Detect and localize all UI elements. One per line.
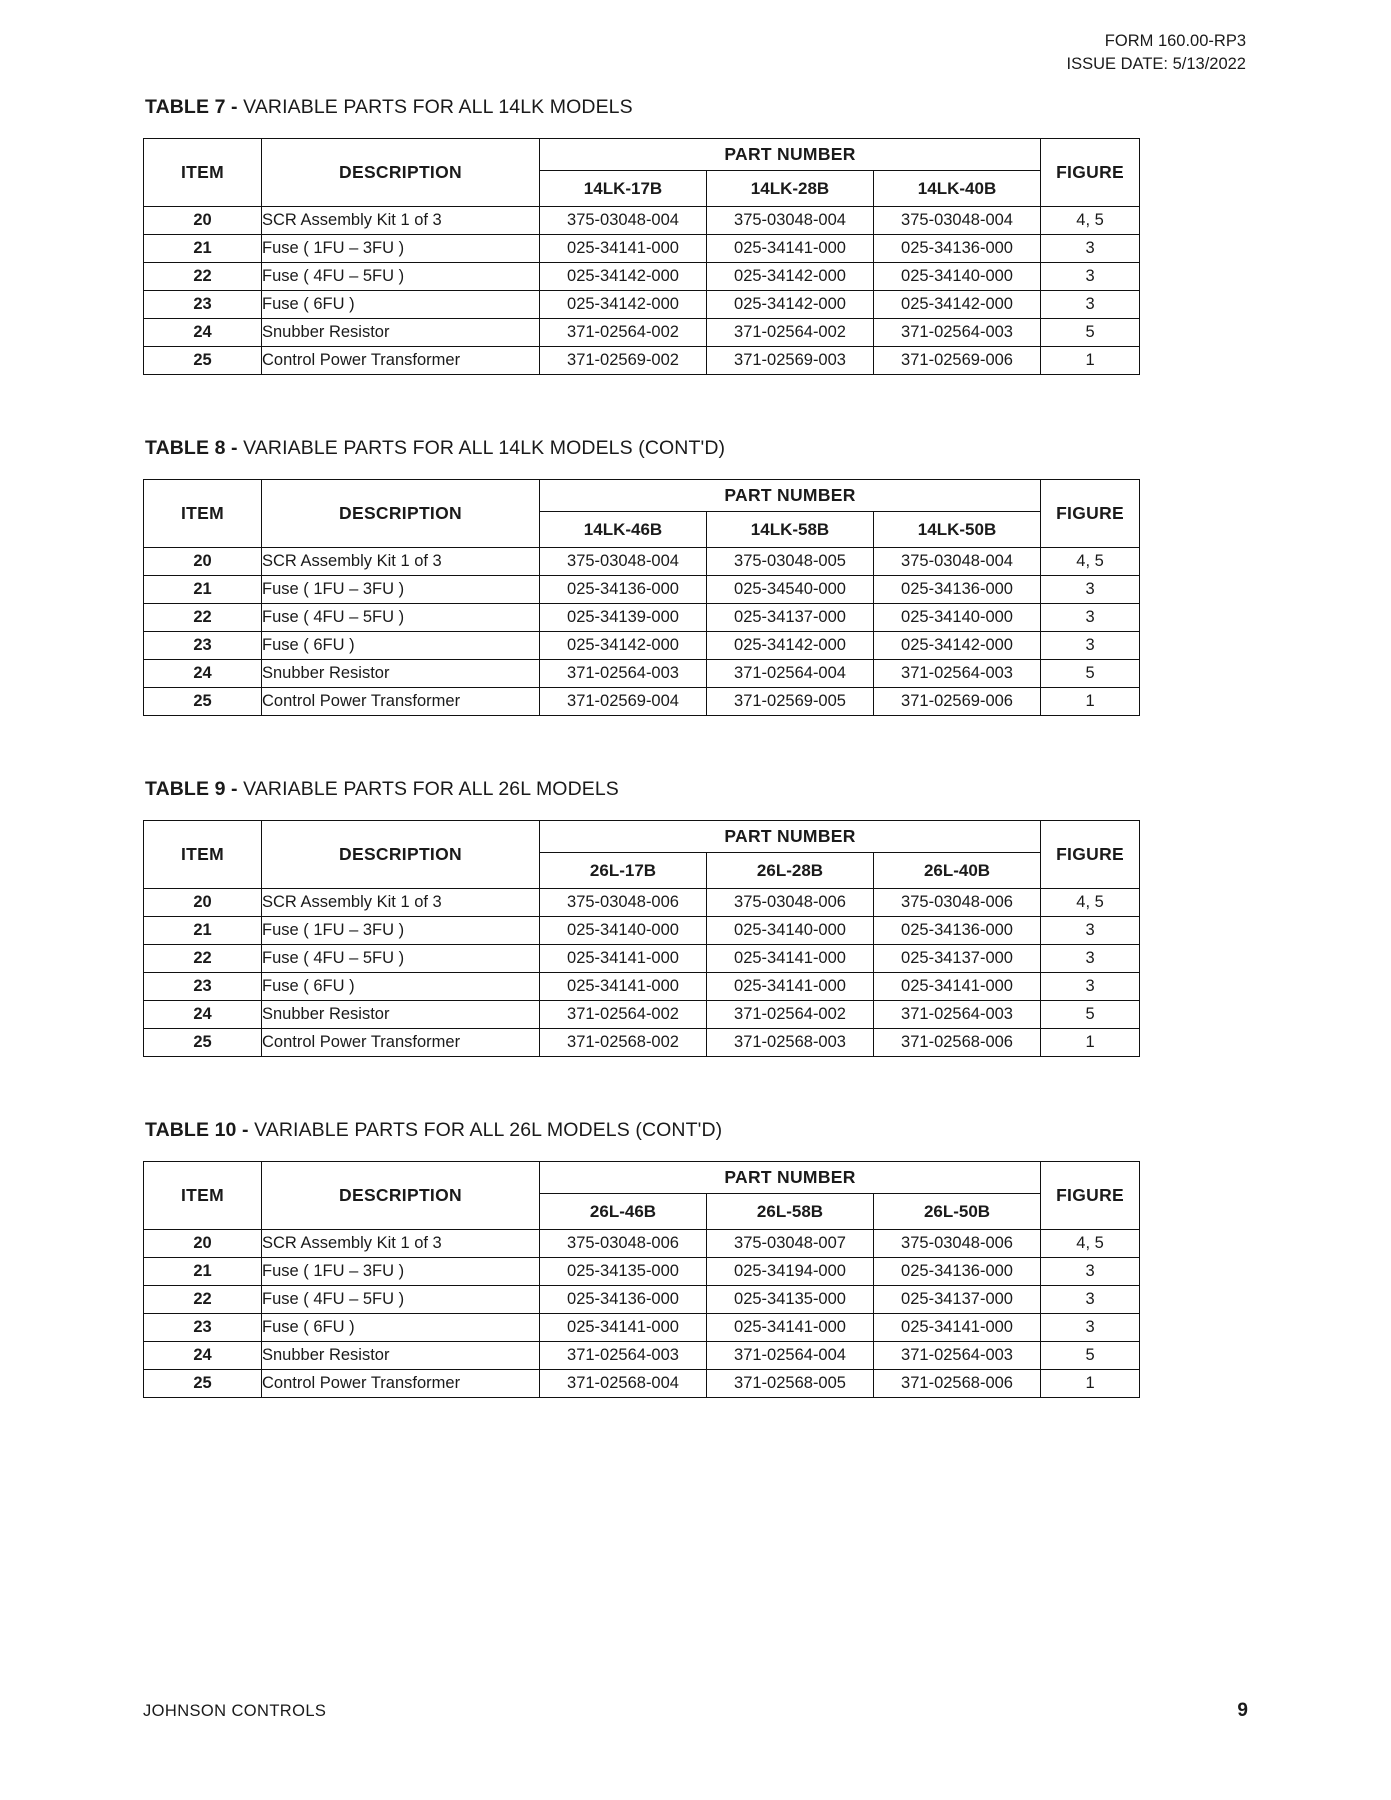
cell-figure: 5 [1041, 1342, 1140, 1370]
cell-part-number: 025-34136-000 [874, 235, 1041, 263]
cell-description: Control Power Transformer [262, 347, 540, 375]
cell-part-number: 025-34141-000 [707, 1314, 874, 1342]
cell-part-number: 371-02568-003 [707, 1029, 874, 1057]
column-header-model: 26L-40B [874, 853, 1041, 889]
table-row [144, 576, 1140, 604]
table-row [144, 917, 1140, 945]
cell-part-number: 025-34140-000 [540, 917, 707, 945]
cell-part-number: 025-34540-000 [707, 576, 874, 604]
column-header-model: 26L-17B [540, 853, 707, 889]
column-header-model: 26L-50B [874, 1194, 1041, 1230]
cell-figure: 4, 5 [1041, 207, 1140, 235]
cell-part-number: 025-34135-000 [707, 1286, 874, 1314]
cell-part-number: 371-02564-002 [540, 319, 707, 347]
cell-figure: 4, 5 [1041, 1230, 1140, 1258]
cell-part-number: 371-02569-002 [540, 347, 707, 375]
table-row [144, 291, 1140, 319]
cell-part-number: 025-34142-000 [707, 263, 874, 291]
table-row [144, 1258, 1140, 1286]
table-block [143, 778, 1143, 1057]
document-footer [143, 1700, 1248, 1722]
cell-item-number: 20 [144, 889, 262, 917]
cell-part-number: 371-02568-006 [874, 1370, 1041, 1398]
cell-figure: 3 [1041, 1258, 1140, 1286]
cell-item-number: 22 [144, 263, 262, 291]
cell-part-number: 375-03048-004 [707, 207, 874, 235]
cell-item-number: 25 [144, 347, 262, 375]
cell-figure: 1 [1041, 347, 1140, 375]
column-header-figure: FIGURE [1041, 821, 1140, 889]
table-row [144, 1230, 1140, 1258]
cell-item-number: 23 [144, 973, 262, 1001]
cell-part-number: 375-03048-004 [874, 207, 1041, 235]
cell-part-number: 025-34141-000 [540, 235, 707, 263]
cell-item-number: 25 [144, 1370, 262, 1398]
cell-part-number: 371-02569-003 [707, 347, 874, 375]
cell-description: Snubber Resistor [262, 1342, 540, 1370]
cell-part-number: 371-02568-006 [874, 1029, 1041, 1057]
table-row [144, 548, 1140, 576]
column-header-part-number: PART NUMBER [540, 821, 1041, 853]
column-header-model: 14LK-50B [874, 512, 1041, 548]
cell-part-number: 025-34141-000 [540, 945, 707, 973]
cell-figure: 3 [1041, 945, 1140, 973]
cell-figure: 1 [1041, 1370, 1140, 1398]
table-row [144, 1342, 1140, 1370]
cell-part-number: 371-02564-003 [874, 1001, 1041, 1029]
cell-item-number: 23 [144, 291, 262, 319]
column-header-description: DESCRIPTION [262, 821, 540, 889]
column-header-model: 14LK-46B [540, 512, 707, 548]
table-row [144, 347, 1140, 375]
cell-part-number: 371-02564-002 [707, 1001, 874, 1029]
cell-figure: 3 [1041, 1286, 1140, 1314]
cell-figure: 4, 5 [1041, 889, 1140, 917]
cell-part-number: 371-02569-005 [707, 688, 874, 716]
table-row [144, 1029, 1140, 1057]
cell-figure: 3 [1041, 235, 1140, 263]
cell-part-number: 375-03048-004 [874, 548, 1041, 576]
cell-part-number: 025-34141-000 [707, 973, 874, 1001]
cell-figure: 3 [1041, 917, 1140, 945]
column-header-model: 14LK-58B [707, 512, 874, 548]
cell-part-number: 375-03048-006 [874, 1230, 1041, 1258]
cell-description: SCR Assembly Kit 1 of 3 [262, 207, 540, 235]
cell-description: Fuse ( 6FU ) [262, 973, 540, 1001]
cell-part-number: 025-34142-000 [874, 632, 1041, 660]
column-header-description: DESCRIPTION [262, 1162, 540, 1230]
cell-item-number: 22 [144, 604, 262, 632]
column-header-description: DESCRIPTION [262, 480, 540, 548]
cell-part-number: 371-02564-002 [540, 1001, 707, 1029]
cell-part-number: 025-34141-000 [874, 1314, 1041, 1342]
cell-description: Snubber Resistor [262, 319, 540, 347]
cell-part-number: 371-02564-003 [874, 1342, 1041, 1370]
cell-part-number: 371-02564-003 [540, 660, 707, 688]
cell-part-number: 025-34137-000 [707, 604, 874, 632]
cell-part-number: 371-02564-002 [707, 319, 874, 347]
cell-part-number: 025-34136-000 [540, 576, 707, 604]
column-header-model: 14LK-28B [707, 171, 874, 207]
cell-figure: 3 [1041, 604, 1140, 632]
column-header-model: 26L-58B [707, 1194, 874, 1230]
cell-description: Fuse ( 6FU ) [262, 632, 540, 660]
table-row [144, 1001, 1140, 1029]
header-row-primary [144, 1162, 1140, 1194]
cell-item-number: 21 [144, 576, 262, 604]
footer-page-number: 9 [1237, 1700, 1248, 1721]
table-row [144, 1370, 1140, 1398]
table-caption: VARIABLE PARTS FOR ALL 14LK MODELS [243, 96, 633, 118]
header-row-primary [144, 480, 1140, 512]
cell-item-number: 23 [144, 1314, 262, 1342]
cell-part-number: 375-03048-006 [874, 889, 1041, 917]
cell-part-number: 025-34142-000 [540, 632, 707, 660]
cell-part-number: 371-02564-004 [707, 1342, 874, 1370]
parts-table [143, 1161, 1140, 1398]
cell-item-number: 22 [144, 945, 262, 973]
cell-description: Fuse ( 6FU ) [262, 291, 540, 319]
cell-part-number: 025-34140-000 [874, 604, 1041, 632]
table-row [144, 319, 1140, 347]
cell-part-number: 025-34141-000 [540, 973, 707, 1001]
cell-part-number: 371-02564-003 [874, 660, 1041, 688]
header-row-primary [144, 139, 1140, 171]
cell-description: SCR Assembly Kit 1 of 3 [262, 548, 540, 576]
cell-part-number: 025-34142-000 [707, 632, 874, 660]
table-block [143, 96, 1143, 375]
cell-description: Control Power Transformer [262, 688, 540, 716]
cell-part-number: 371-02564-004 [707, 660, 874, 688]
column-header-model: 14LK-40B [874, 171, 1041, 207]
header-row-primary [144, 821, 1140, 853]
issue-date: ISSUE DATE: 5/13/2022 [1066, 55, 1246, 74]
footer-brand: JOHNSON CONTROLS [143, 1702, 327, 1720]
cell-item-number: 24 [144, 1342, 262, 1370]
table-label: TABLE 8 - [145, 437, 238, 459]
cell-figure: 3 [1041, 1314, 1140, 1342]
cell-part-number: 371-02568-004 [540, 1370, 707, 1398]
table-title [145, 1119, 1143, 1142]
form-number: FORM 160.00-RP3 [1104, 32, 1246, 50]
cell-item-number: 24 [144, 319, 262, 347]
column-header-figure: FIGURE [1041, 1162, 1140, 1230]
cell-part-number: 375-03048-006 [540, 889, 707, 917]
cell-part-number: 375-03048-006 [707, 889, 874, 917]
cell-figure: 5 [1041, 660, 1140, 688]
parts-table [143, 138, 1140, 375]
cell-description: Snubber Resistor [262, 1001, 540, 1029]
column-header-model: 26L-46B [540, 1194, 707, 1230]
cell-description: Fuse ( 4FU – 5FU ) [262, 604, 540, 632]
table-caption: VARIABLE PARTS FOR ALL 26L MODELS [243, 778, 619, 800]
cell-item-number: 25 [144, 1029, 262, 1057]
cell-description: Fuse ( 6FU ) [262, 1314, 540, 1342]
table-block [143, 1119, 1143, 1398]
column-header-item: ITEM [144, 139, 262, 207]
cell-description: Fuse ( 4FU – 5FU ) [262, 945, 540, 973]
tables-container [143, 96, 1143, 1398]
cell-part-number: 371-02568-005 [707, 1370, 874, 1398]
table-row [144, 973, 1140, 1001]
cell-figure: 1 [1041, 688, 1140, 716]
cell-description: SCR Assembly Kit 1 of 3 [262, 1230, 540, 1258]
cell-figure: 3 [1041, 263, 1140, 291]
cell-item-number: 21 [144, 235, 262, 263]
cell-description: Fuse ( 1FU – 3FU ) [262, 235, 540, 263]
cell-part-number: 025-34194-000 [707, 1258, 874, 1286]
cell-part-number: 025-34137-000 [874, 1286, 1041, 1314]
cell-part-number: 371-02564-003 [540, 1342, 707, 1370]
cell-part-number: 025-34136-000 [540, 1286, 707, 1314]
cell-part-number: 371-02569-006 [874, 688, 1041, 716]
cell-part-number: 025-34141-000 [874, 973, 1041, 1001]
column-header-model: 26L-28B [707, 853, 874, 889]
cell-part-number: 025-34139-000 [540, 604, 707, 632]
cell-description: Control Power Transformer [262, 1029, 540, 1057]
column-header-part-number: PART NUMBER [540, 1162, 1041, 1194]
table-row [144, 1286, 1140, 1314]
table-row [144, 660, 1140, 688]
cell-item-number: 21 [144, 1258, 262, 1286]
cell-part-number: 025-34141-000 [707, 945, 874, 973]
table-title [145, 778, 1143, 801]
cell-item-number: 21 [144, 917, 262, 945]
column-header-item: ITEM [144, 1162, 262, 1230]
cell-item-number: 25 [144, 688, 262, 716]
table-row [144, 235, 1140, 263]
cell-part-number: 375-03048-005 [707, 548, 874, 576]
cell-part-number: 025-34137-000 [874, 945, 1041, 973]
table-title [145, 96, 1143, 119]
cell-figure: 4, 5 [1041, 548, 1140, 576]
cell-figure: 5 [1041, 319, 1140, 347]
table-caption: VARIABLE PARTS FOR ALL 14LK MODELS (CONT'D) [243, 437, 726, 459]
column-header-item: ITEM [144, 821, 262, 889]
cell-figure: 3 [1041, 632, 1140, 660]
table-label: TABLE 9 - [145, 778, 238, 800]
parts-table [143, 479, 1140, 716]
cell-part-number: 025-34135-000 [540, 1258, 707, 1286]
cell-part-number: 025-34141-000 [540, 1314, 707, 1342]
cell-part-number: 375-03048-007 [707, 1230, 874, 1258]
table-row [144, 207, 1140, 235]
cell-figure: 1 [1041, 1029, 1140, 1057]
cell-item-number: 20 [144, 1230, 262, 1258]
cell-part-number: 371-02569-004 [540, 688, 707, 716]
table-caption: VARIABLE PARTS FOR ALL 26L MODELS (CONT'D) [254, 1119, 723, 1141]
table-row [144, 1314, 1140, 1342]
cell-figure: 3 [1041, 576, 1140, 604]
table-row [144, 945, 1140, 973]
table-title [145, 437, 1143, 460]
cell-figure: 3 [1041, 291, 1140, 319]
cell-item-number: 24 [144, 1001, 262, 1029]
cell-part-number: 025-34140-000 [707, 917, 874, 945]
cell-part-number: 375-03048-004 [540, 207, 707, 235]
cell-part-number: 025-34142-000 [707, 291, 874, 319]
table-row [144, 604, 1140, 632]
cell-part-number: 025-34141-000 [707, 235, 874, 263]
cell-item-number: 22 [144, 1286, 262, 1314]
cell-part-number: 025-34142-000 [874, 291, 1041, 319]
cell-part-number: 025-34140-000 [874, 263, 1041, 291]
cell-part-number: 371-02564-003 [874, 319, 1041, 347]
cell-description: Fuse ( 1FU – 3FU ) [262, 1258, 540, 1286]
cell-item-number: 24 [144, 660, 262, 688]
cell-item-number: 20 [144, 207, 262, 235]
cell-description: SCR Assembly Kit 1 of 3 [262, 889, 540, 917]
cell-part-number: 025-34142-000 [540, 291, 707, 319]
cell-item-number: 20 [144, 548, 262, 576]
cell-description: Fuse ( 1FU – 3FU ) [262, 576, 540, 604]
table-label: TABLE 7 - [145, 96, 238, 118]
column-header-figure: FIGURE [1041, 480, 1140, 548]
cell-figure: 3 [1041, 973, 1140, 1001]
cell-part-number: 371-02568-002 [540, 1029, 707, 1057]
cell-figure: 5 [1041, 1001, 1140, 1029]
cell-description: Fuse ( 1FU – 3FU ) [262, 917, 540, 945]
cell-part-number: 375-03048-006 [540, 1230, 707, 1258]
table-row [144, 632, 1140, 660]
table-block [143, 437, 1143, 716]
cell-part-number: 025-34142-000 [540, 263, 707, 291]
table-row [144, 889, 1140, 917]
cell-description: Fuse ( 4FU – 5FU ) [262, 1286, 540, 1314]
column-header-figure: FIGURE [1041, 139, 1140, 207]
document-header [1067, 30, 1246, 77]
cell-part-number: 371-02569-006 [874, 347, 1041, 375]
parts-table [143, 820, 1140, 1057]
cell-part-number: 025-34136-000 [874, 1258, 1041, 1286]
cell-part-number: 025-34136-000 [874, 917, 1041, 945]
column-header-description: DESCRIPTION [262, 139, 540, 207]
column-header-item: ITEM [144, 480, 262, 548]
table-row [144, 688, 1140, 716]
column-header-part-number: PART NUMBER [540, 480, 1041, 512]
cell-part-number: 025-34136-000 [874, 576, 1041, 604]
cell-part-number: 375-03048-004 [540, 548, 707, 576]
column-header-part-number: PART NUMBER [540, 139, 1041, 171]
cell-description: Control Power Transformer [262, 1370, 540, 1398]
table-label: TABLE 10 - [145, 1119, 249, 1141]
cell-description: Fuse ( 4FU – 5FU ) [262, 263, 540, 291]
column-header-model: 14LK-17B [540, 171, 707, 207]
table-row [144, 263, 1140, 291]
cell-item-number: 23 [144, 632, 262, 660]
cell-description: Snubber Resistor [262, 660, 540, 688]
